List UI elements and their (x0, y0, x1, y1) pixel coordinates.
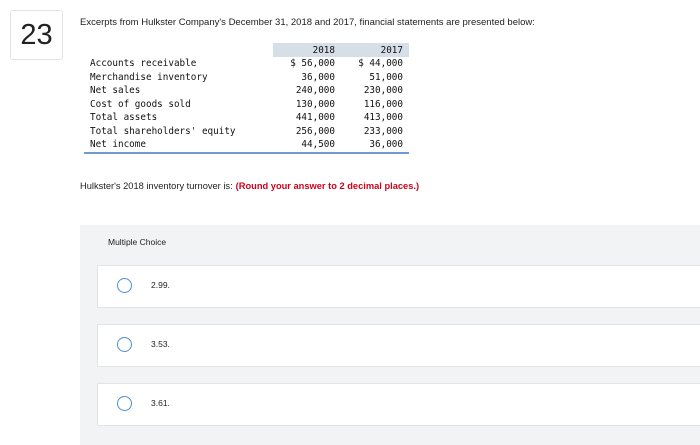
row-label: Total assets (90, 112, 158, 124)
row-value-2018: $ 56,000 (290, 58, 335, 70)
table-header-2018: 2018 (273, 43, 341, 57)
row-label: Total shareholders' equity (90, 125, 236, 137)
row-value-2017: 116,000 (363, 98, 403, 110)
rounding-hint: (Round your answer to 2 decimal places.) (235, 181, 420, 191)
row-value-2018: 240,000 (295, 85, 335, 97)
row-value-2018: 44,500 (273, 138, 341, 153)
multiple-choice-panel (80, 225, 700, 445)
table-row (84, 98, 409, 112)
table-header-2017: 2017 (341, 43, 409, 57)
multiple-choice-label: Multiple Choice (108, 237, 167, 247)
table-row (84, 84, 409, 98)
choice-text: 3.61. (151, 398, 170, 408)
table-row (84, 138, 409, 153)
table-header-blank (84, 43, 273, 57)
row-label: Net income (84, 138, 273, 153)
row-value-2017: 230,000 (363, 85, 403, 97)
choice-option-2[interactable] (97, 324, 700, 367)
choice-text: 3.53. (151, 339, 170, 349)
table-row (84, 125, 409, 139)
row-value-2018: 36,000 (301, 71, 335, 83)
row-value-2018: 441,000 (295, 112, 335, 124)
row-label: Accounts receivable (90, 58, 197, 70)
row-value-2017: 233,000 (363, 125, 403, 137)
row-label: Merchandise inventory (90, 71, 208, 83)
row-value-2017: 36,000 (341, 138, 409, 153)
table-row (84, 111, 409, 125)
question-intro: Excerpts from Hulkster Company's December 31, 2018 and 2017, financial statements are presented below: (80, 17, 535, 28)
financial-statements-table (84, 43, 409, 154)
row-value-2017: 51,000 (369, 71, 403, 83)
choice-option-1[interactable] (97, 265, 700, 308)
row-label: Cost of goods sold (90, 98, 191, 110)
row-value-2018: 130,000 (295, 98, 335, 110)
row-value-2017: 413,000 (363, 112, 403, 124)
row-label: Net sales (90, 85, 141, 97)
radio-button-icon[interactable] (117, 278, 132, 293)
row-value-2017: $ 44,000 (358, 58, 403, 70)
radio-button-icon[interactable] (117, 396, 132, 411)
table-row (84, 71, 409, 85)
table-header-row (84, 43, 409, 57)
table-row (84, 57, 409, 71)
choice-option-3[interactable] (97, 383, 700, 426)
choice-text: 2.99. (151, 280, 170, 290)
question-number: 23 (10, 10, 63, 60)
radio-button-icon[interactable] (117, 337, 132, 352)
question-text: Hulkster's 2018 inventory turnover is: (80, 181, 233, 191)
row-value-2018: 256,000 (295, 125, 335, 137)
question-prompt (80, 181, 419, 191)
